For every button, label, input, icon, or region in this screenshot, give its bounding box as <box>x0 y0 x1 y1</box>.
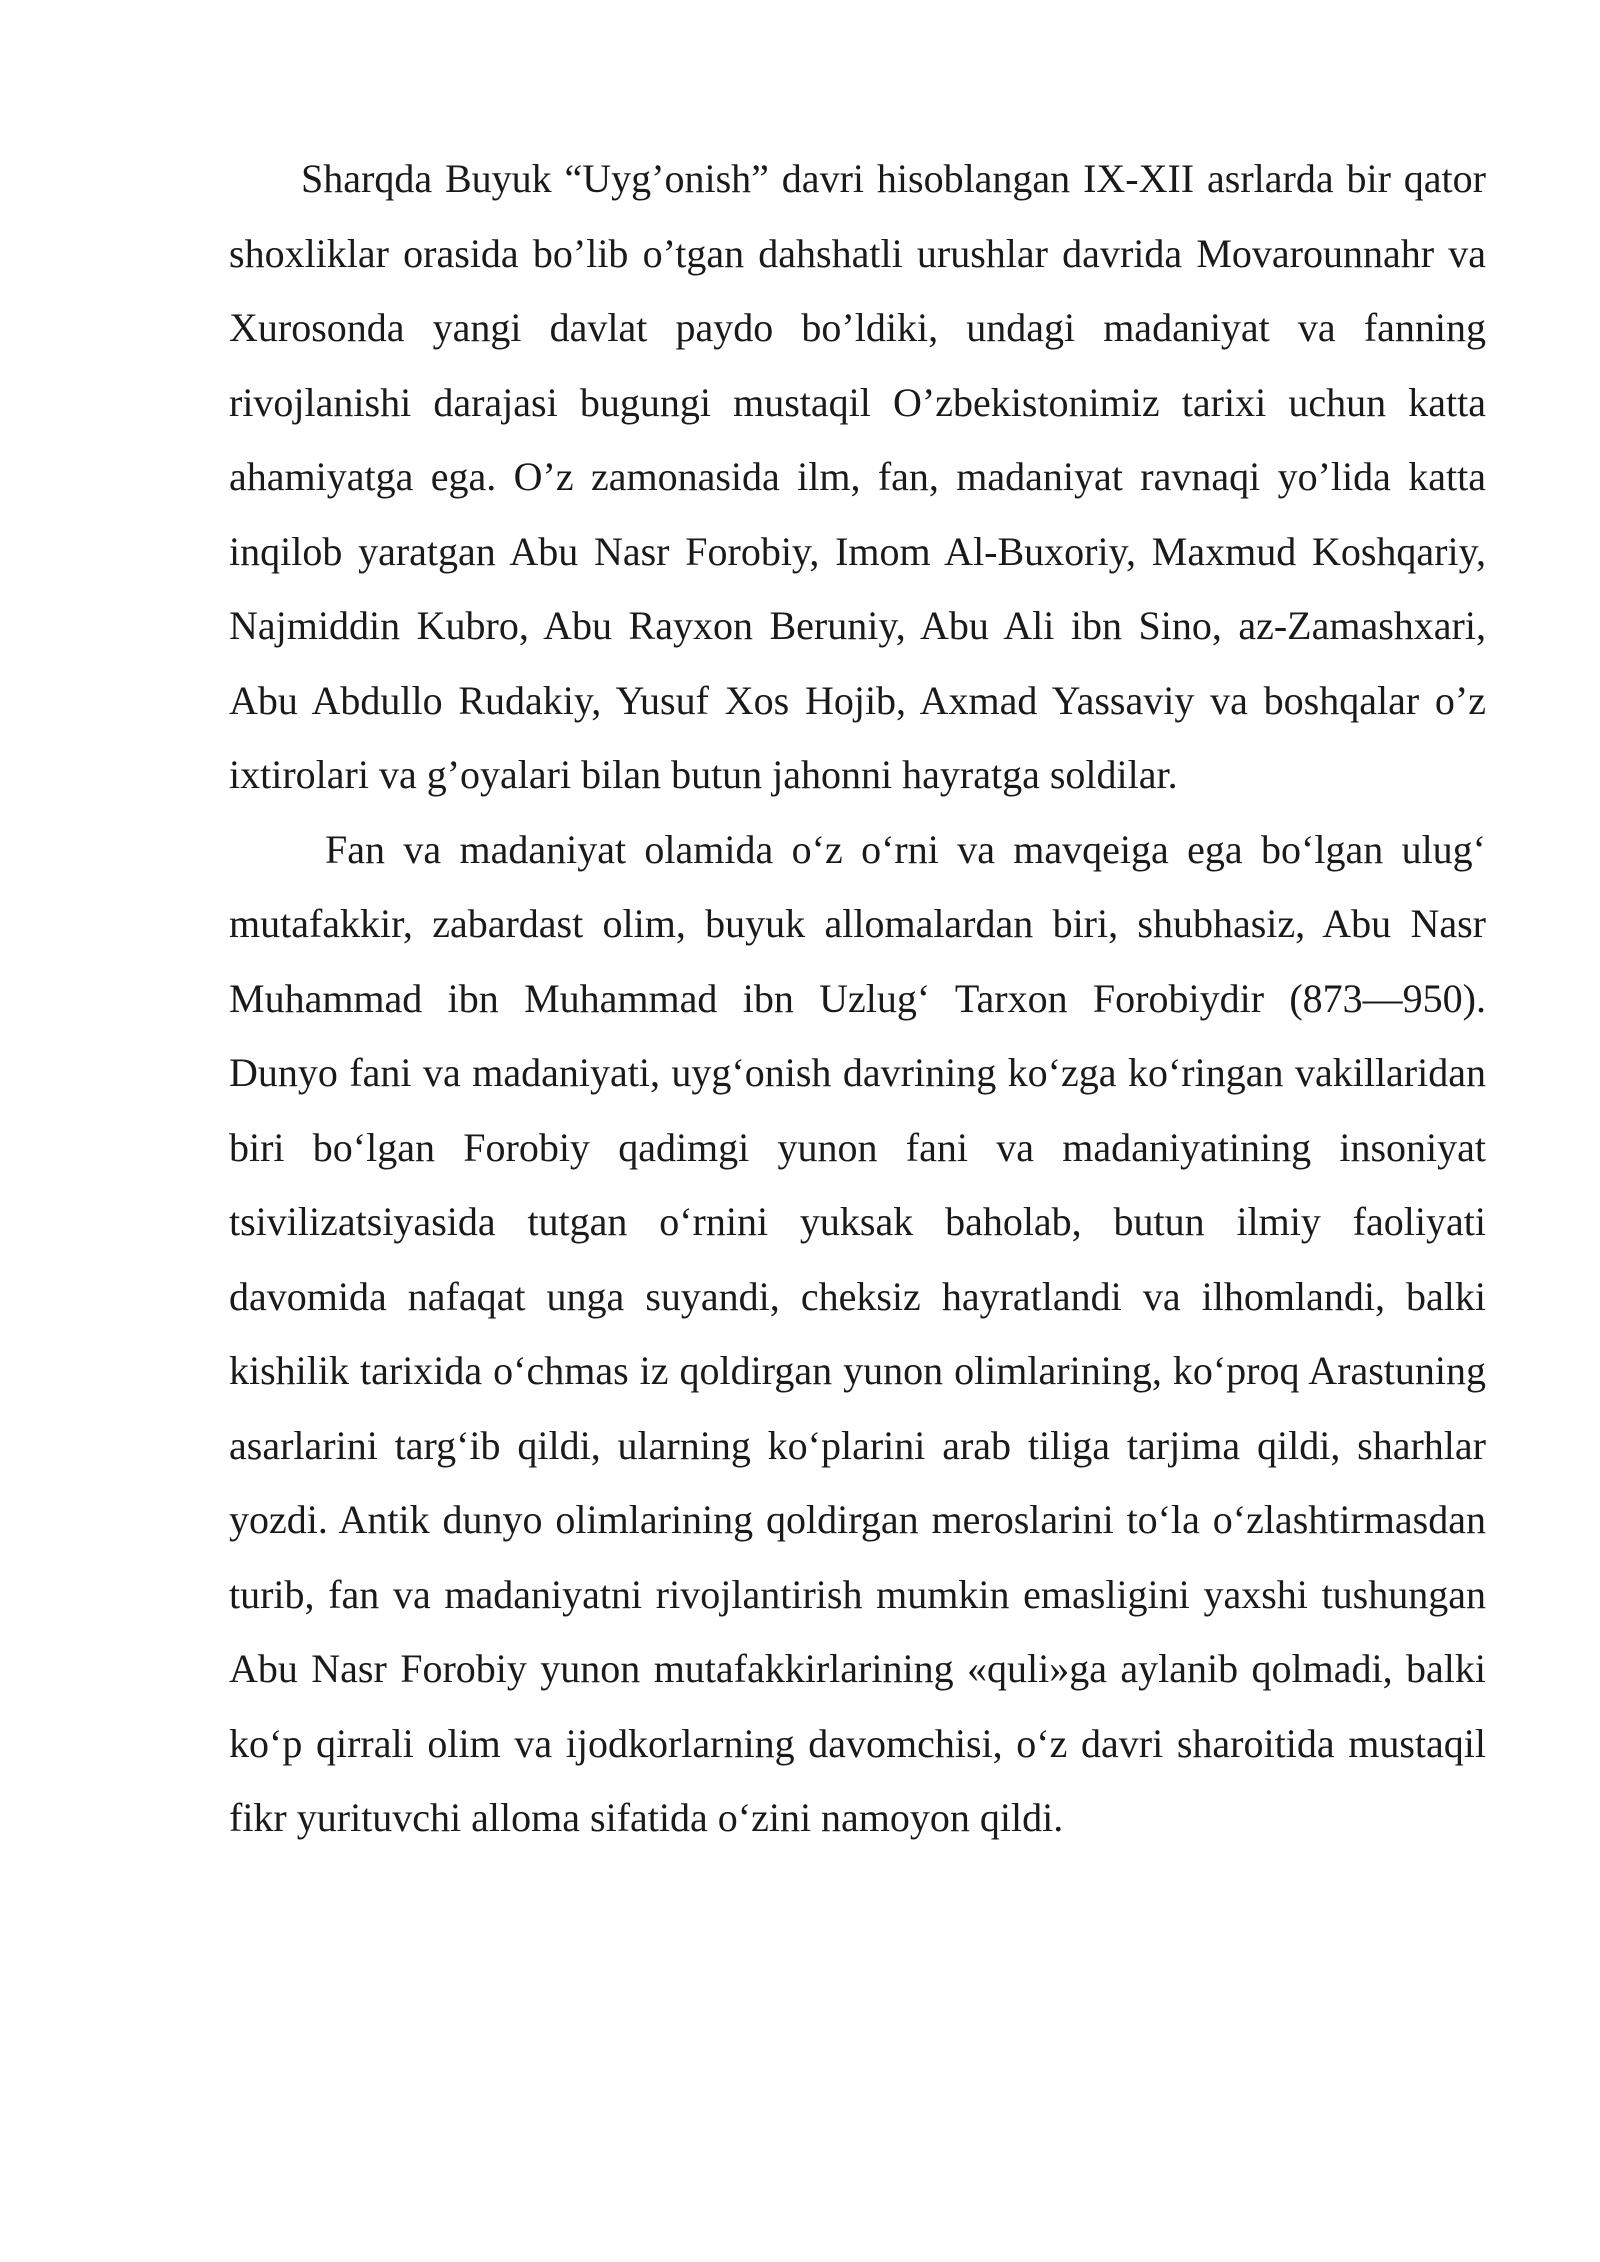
paragraph-1: Sharqda Buyuk “Uyg’onish” davri hisoblangan IX-XII asrlarda bir qator shoxliklar orasida bo’lib o’tgan dahshatli urushlar davrida Movarounnahr va Xurosonda yangi davlat paydo bo’ldiki, undagi madaniyat va fanning rivojlanishi darajasi bugungi mustaqil O’zbekistonimiz tarixi uchun katta ahamiyatga ega. O’z zamonasida ilm, fan, madaniyat ravnaqi yo’lida katta inqilob yaratgan Abu Nasr Forobiy, Imom Al-Buxoriy, Maxmud Koshqariy, Najmiddin Kubro, Abu Rayxon Beruniy, Abu Ali ibn Sino, az-Zamashxari, Abu Abdullo Rudakiy, Yusuf Xos Hojib, Axmad Yassaviy va boshqalar o’z ixtirolari va g’oyalari bilan butun jahonni hayratga soldilar. <box>229 156 1486 797</box>
document-body <box>229 142 1486 1856</box>
paragraph-2: Fan va madaniyat olamida o‘z o‘rni va mavqeiga ega bo‘lgan ulug‘ mutafakkir, zabardast olim, buyuk allomalardan biri, shubhasiz, Abu Nasr Muhammad ibn Muhammad ibn Uzlug‘ Tarxon Forobiydir (873—950). Dunyo fani va madaniyati, uyg‘onish davrining ko‘zga ko‘ringan vakillaridan biri bo‘lgan Forobiy qadimgi yunon fani va madaniyatining insoniyat tsivilizatsiyasida tutgan o‘rnini yuksak baholab, butun ilmiy faoliyati davomida nafaqat unga suyandi, cheksiz hayratlandi va ilhomlandi, balki kishilik tarixida o‘chmas iz qoldirgan yunon olimlarining, ko‘proq Arastuning asarlarini targ‘ib qildi, ularning ko‘plarini arab tiliga tarjima qildi, sharhlar yozdi. Antik dunyo olimlarining qoldirgan meroslarini to‘la o‘zlashtirmasdan turib, fan va madaniyatni rivojlantirish mumkin emasligini yaxshi tushungan Abu Nasr Forobiy yunon mutafakkirlarining «quli»ga aylanib qolmadi, balki ko‘p qirrali olim va ijodkorlarning davomchisi, o‘z davri sharoitida mustaqil fikr yurituvchi alloma sifatida o‘zini namoyon qildi. <box>229 826 1486 1840</box>
